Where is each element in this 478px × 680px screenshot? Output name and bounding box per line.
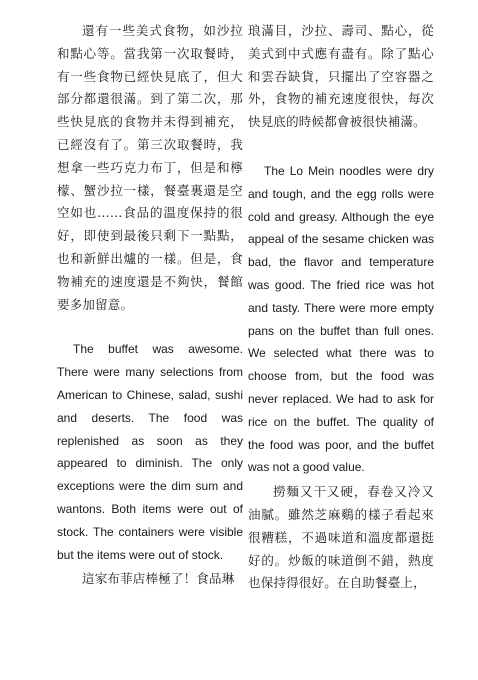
right-column <box>248 20 434 595</box>
paragraph-spacer <box>57 316 243 338</box>
english-paragraph: The buffet was awesome. There were many selections from American to Chinese, salad, sushi and deserts. The food was replenished as soon as they appeared to diminish. The only exceptions were the dim sum and wantons. Both items were out of stock. The containers were visible but the items were out of stock. <box>57 342 243 562</box>
chinese-paragraph: 撈麵又干又硬，春卷又冷又油膩。雖然芝麻鷄的樣子看起來很糟糕，不過味道和溫度都還挺好的。炒飯的味道倒不錯，熱度也保持得很好。在自助餐臺上， <box>248 484 434 591</box>
left-column <box>57 20 243 591</box>
chinese-paragraph-continued: 琅滿目，沙拉、壽司、點心，從美式到中式應有盡有。除了點心和雲吞缺貨，只擺出了空容器之外，食物的補充速度很快，每次快見底的時候都會被很快補滿。 <box>248 23 434 130</box>
chinese-paragraph: 還有一些美式食物，如沙拉和點心等。當我第一次取餐時，有一些食物已經快見底了，但大部分都還很滿。到了第二次，那些快見底的食物并未得到補充，已經沒有了。第三次取餐時，我想拿一些巧克力布丁，但是和檸檬、蟹沙拉一樣，餐臺裏還是空空如也……食品的溫度保持的很好，即使到最後只剩下一點點，也和新鮮出爐的一樣。但是，食物補充的速度還是不夠快，餐館要多加留意。 <box>57 23 243 312</box>
chinese-paragraph: 這家布菲店棒極了！食品琳 <box>82 571 235 587</box>
english-paragraph: The Lo Mein noodles were dry and tough, and the egg rolls were cold and greasy. Although the eye appeal of the sesame chicken was bad, the flavor and temperature was good. The fried rice was hot and tasty. There were more empty pans on the buffet than full ones. We selected what there was to choose from, but the food was never replaced. We had to ask for rice on the buffet. The quality of the food was poor, and the buffet was not a good value. <box>248 163 434 475</box>
paragraph-spacer <box>248 134 434 160</box>
